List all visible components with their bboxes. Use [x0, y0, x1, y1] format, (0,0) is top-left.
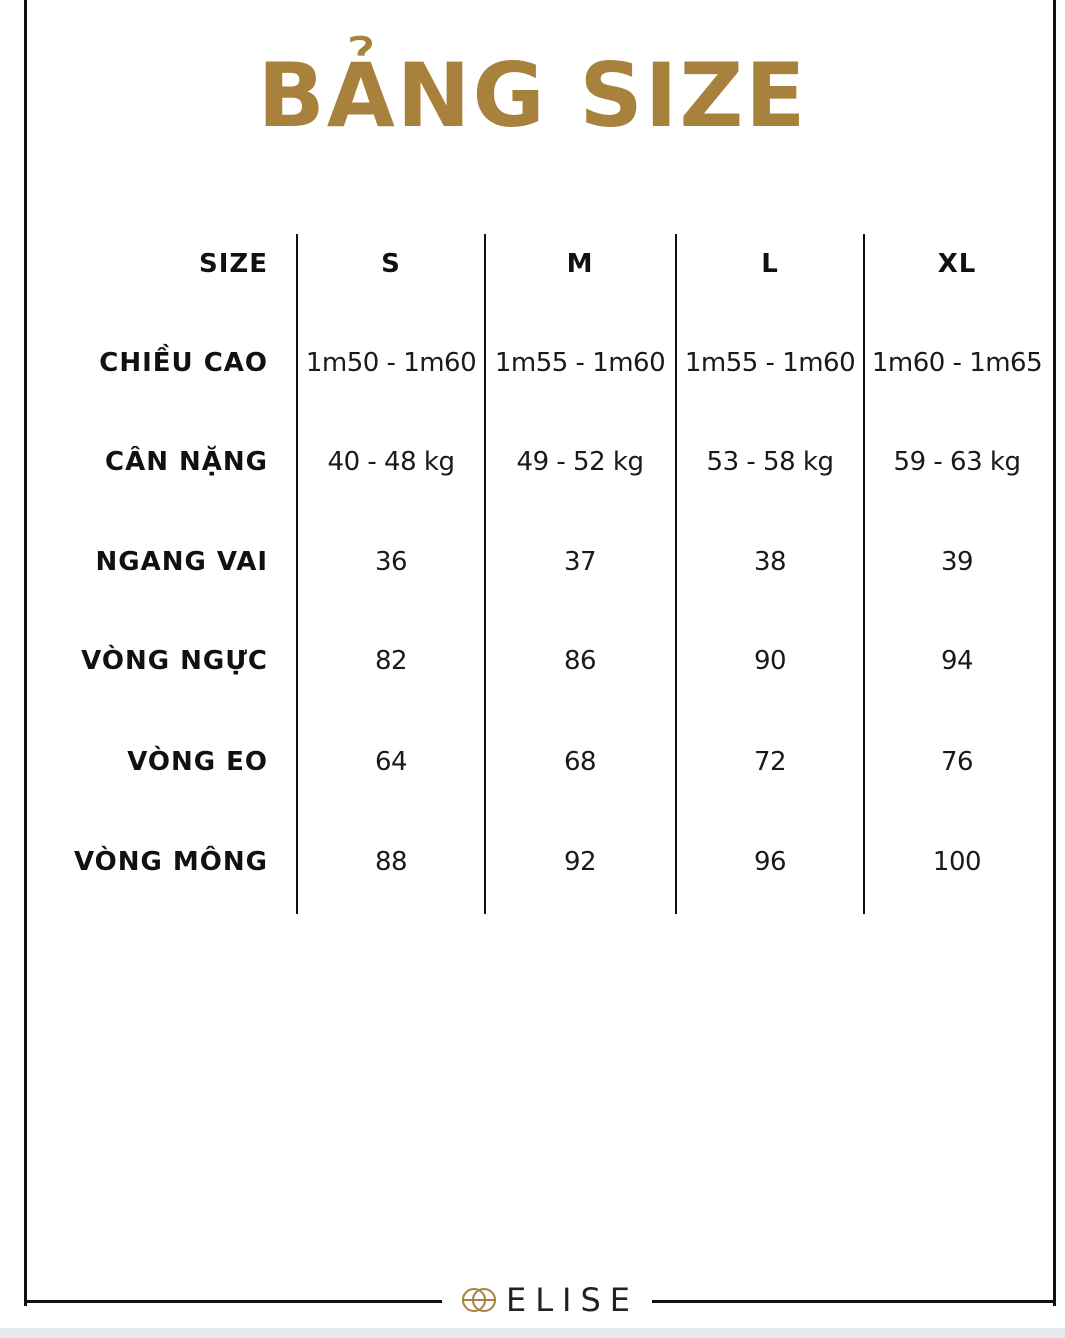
frame-bottom-line-left [24, 1300, 442, 1303]
header-label: SIZE [198, 249, 268, 279]
brand-name: ELISE [506, 1281, 640, 1319]
table-row-hip [0, 842, 1065, 882]
size-header-xl: XL [937, 249, 977, 279]
table-cell: 96 [753, 847, 787, 877]
elise-monogram-icon [460, 1284, 500, 1316]
row-label: CHIỀU CAO [99, 348, 268, 378]
table-cell: 36 [374, 547, 408, 577]
table-cell: 53 - 58 kg [706, 447, 834, 477]
table-cell: 59 - 63 kg [893, 447, 1021, 477]
table-cell: 94 [940, 646, 974, 676]
table-cell: 76 [940, 747, 974, 777]
table-cell: 100 [932, 847, 982, 877]
size-header-l: L [761, 249, 779, 279]
table-cell: 82 [374, 646, 408, 676]
table-cell: 39 [940, 547, 974, 577]
table-cell: 1m55 - 1m60 [494, 348, 666, 378]
table-row-waist [0, 742, 1065, 782]
row-label: VÒNG NGỰC [81, 646, 268, 676]
table-cell: 88 [374, 847, 408, 877]
table-cell: 72 [753, 747, 787, 777]
size-header-m: M [566, 249, 594, 279]
table-cell: 37 [563, 547, 597, 577]
brand-logo [442, 1280, 652, 1320]
page-title: BẢNG SIZE [257, 44, 808, 147]
size-header-s: S [381, 249, 401, 279]
table-row-height [0, 343, 1065, 383]
table-cell: 1m55 - 1m60 [684, 348, 856, 378]
table-cell: 1m60 - 1m65 [871, 348, 1043, 378]
table-row-shoulder [0, 542, 1065, 582]
row-label: VÒNG MÔNG [74, 847, 268, 877]
bottom-strip [0, 1328, 1065, 1338]
table-cell: 1m50 - 1m60 [305, 348, 477, 378]
table-cell: 40 - 48 kg [327, 447, 455, 477]
table-cell: 68 [563, 747, 597, 777]
table-cell: 86 [563, 646, 597, 676]
table-header-row [0, 244, 1065, 284]
frame-bottom-line-right [652, 1300, 1056, 1303]
table-cell: 38 [753, 547, 787, 577]
row-label: NGANG VAI [95, 547, 268, 577]
table-row-bust [0, 641, 1065, 681]
row-label: CÂN NẶNG [105, 447, 268, 477]
table-row-weight [0, 442, 1065, 482]
table-cell: 49 - 52 kg [516, 447, 644, 477]
table-cell: 90 [753, 646, 787, 676]
row-label: VÒNG EO [127, 747, 268, 777]
table-cell: 64 [374, 747, 408, 777]
table-cell: 92 [563, 847, 597, 877]
size-table [0, 234, 1065, 914]
